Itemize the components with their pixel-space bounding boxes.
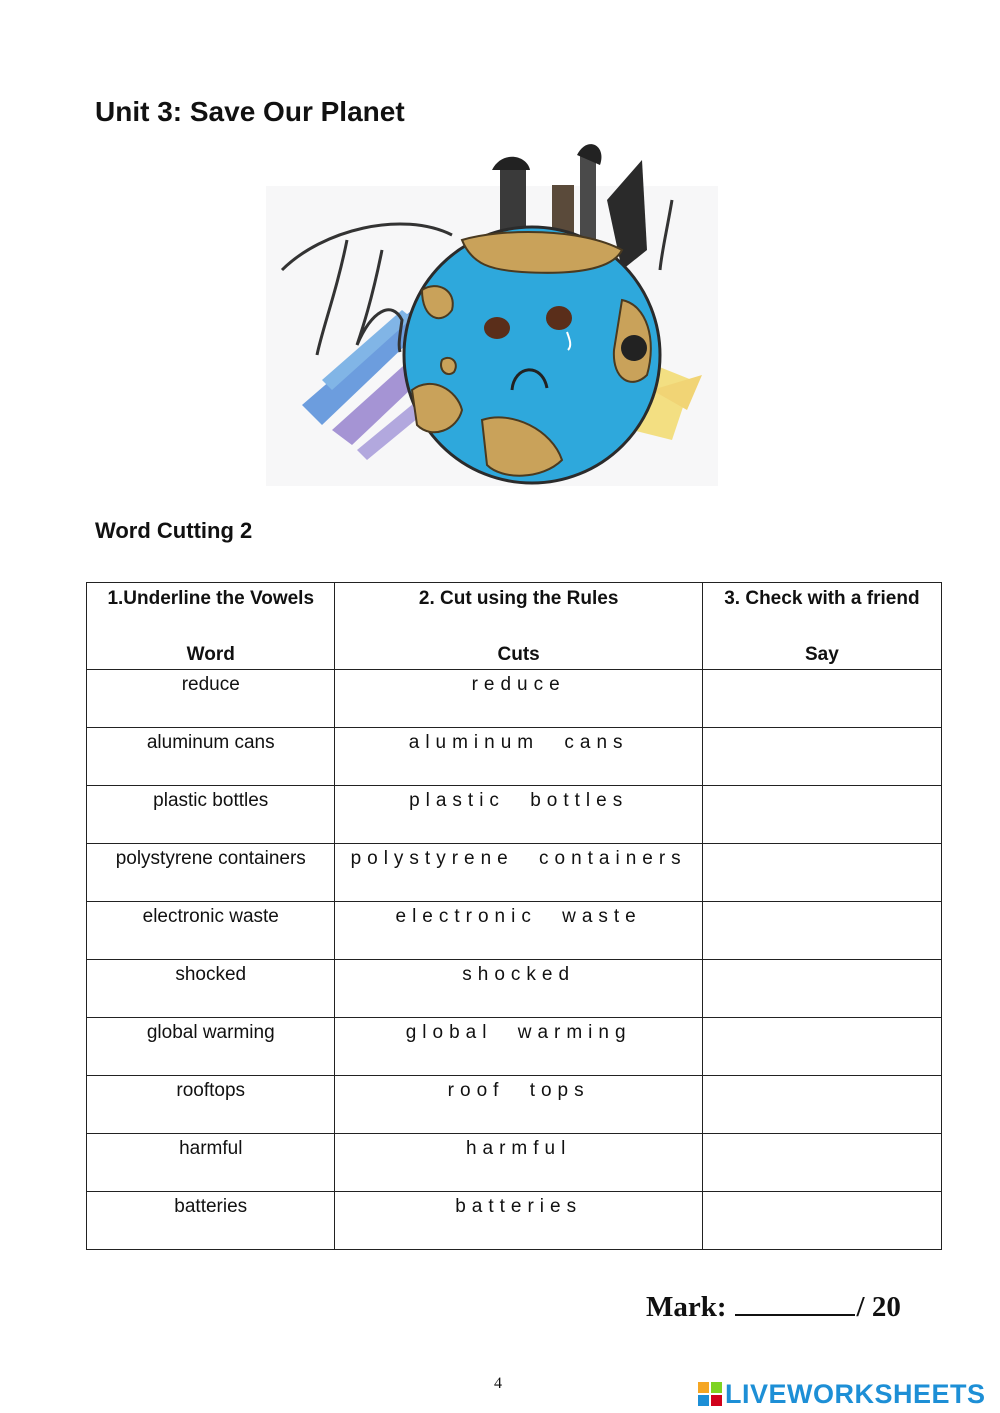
word-cell[interactable] (87, 960, 335, 1018)
word-text: reduce (181, 674, 240, 695)
word-text: harmful (179, 1138, 243, 1159)
word-cutting-table (86, 582, 942, 1250)
header-say-instruction: 3. Check with a friend (724, 588, 920, 609)
crying-earth-icon (262, 140, 722, 490)
word-cell[interactable] (87, 786, 335, 844)
header-cuts-label: Cuts (497, 644, 540, 665)
table-row (87, 786, 942, 844)
word-cell[interactable] (87, 902, 335, 960)
cuts-cell[interactable] (335, 1134, 702, 1192)
word-cell[interactable] (87, 728, 335, 786)
brand-watermark (698, 1379, 986, 1409)
cuts-cell[interactable] (335, 844, 702, 902)
say-cell[interactable] (702, 902, 941, 960)
table-header-row (87, 583, 942, 670)
table-row (87, 1192, 942, 1250)
word-cell[interactable] (87, 1018, 335, 1076)
table-row (87, 1134, 942, 1192)
header-word-instruction: 1.Underline the Vowels (107, 588, 315, 609)
word-text: shocked (175, 964, 247, 985)
table-row (87, 844, 942, 902)
cuts-cell[interactable] (335, 670, 702, 728)
cuts-text: aluminum cans (408, 732, 629, 753)
header-cuts-instruction: 2. Cut using the Rules (418, 588, 619, 609)
word-text: polystyrene containers (115, 848, 306, 869)
word-text: batteries (174, 1196, 248, 1217)
header-say (702, 583, 941, 670)
say-cell[interactable] (702, 670, 941, 728)
table-row (87, 1076, 942, 1134)
table-row (87, 902, 942, 960)
say-cell[interactable] (702, 844, 941, 902)
word-cell[interactable] (87, 1192, 335, 1250)
say-cell[interactable] (702, 786, 941, 844)
cuts-text: shocked (462, 964, 576, 985)
page-title: Unit 3: Save Our Planet (95, 96, 405, 127)
cuts-text: electronic waste (395, 906, 642, 927)
cuts-text: global warming (405, 1022, 632, 1043)
word-text: aluminum cans (146, 732, 275, 753)
header-word (87, 583, 335, 670)
cuts-text: batteries (455, 1196, 583, 1217)
say-text (703, 960, 941, 964)
mark-total: / 20 (856, 1291, 901, 1323)
word-cell[interactable] (87, 844, 335, 902)
word-text: rooftops (176, 1080, 246, 1101)
say-text (703, 728, 941, 732)
cuts-cell[interactable] (335, 1192, 702, 1250)
cuts-cell[interactable] (335, 960, 702, 1018)
table-row (87, 670, 942, 728)
say-cell[interactable] (702, 1076, 941, 1134)
header-word-label: Word (186, 644, 235, 665)
word-text: global warming (146, 1022, 275, 1043)
cuts-text: polystyrene containers (350, 848, 687, 869)
cuts-text: plastic bottles (409, 790, 629, 811)
say-text (703, 1134, 941, 1138)
cuts-cell[interactable] (335, 786, 702, 844)
cuts-text: roof tops (447, 1080, 590, 1101)
say-cell[interactable] (702, 728, 941, 786)
mark-blank-field[interactable] (735, 1290, 855, 1316)
table-row (87, 1018, 942, 1076)
cuts-text: harmful (465, 1138, 572, 1159)
brand-name: LIVEWORKSHEETS (725, 1378, 986, 1409)
cuts-cell[interactable] (335, 1018, 702, 1076)
say-text (703, 1018, 941, 1022)
say-text (703, 902, 941, 906)
cuts-text: reduce (471, 674, 566, 695)
table-row (87, 728, 942, 786)
mark-score (646, 1290, 901, 1324)
mark-label: Mark: (646, 1291, 727, 1323)
word-cell[interactable] (87, 1134, 335, 1192)
say-text (703, 844, 941, 848)
cuts-cell[interactable] (335, 1076, 702, 1134)
word-text: electronic waste (142, 906, 279, 927)
header-say-label: Say (804, 644, 839, 665)
word-cell[interactable] (87, 1076, 335, 1134)
word-text: plastic bottles (153, 790, 269, 811)
say-text (703, 1192, 941, 1196)
header-cuts (335, 583, 702, 670)
cuts-cell[interactable] (335, 728, 702, 786)
liveworksheets-logo-icon (698, 1382, 722, 1406)
section-title: Word Cutting 2 (95, 518, 253, 543)
say-cell[interactable] (702, 1018, 941, 1076)
say-text (703, 670, 941, 674)
say-text (703, 1076, 941, 1080)
table-row (87, 960, 942, 1018)
cuts-cell[interactable] (335, 902, 702, 960)
say-cell[interactable] (702, 1134, 941, 1192)
say-cell[interactable] (702, 1192, 941, 1250)
word-cell[interactable] (87, 670, 335, 728)
say-text (703, 786, 941, 790)
say-cell[interactable] (702, 960, 941, 1018)
polluted-earth-illustration (262, 140, 722, 490)
page-number: 4 (494, 1375, 502, 1392)
